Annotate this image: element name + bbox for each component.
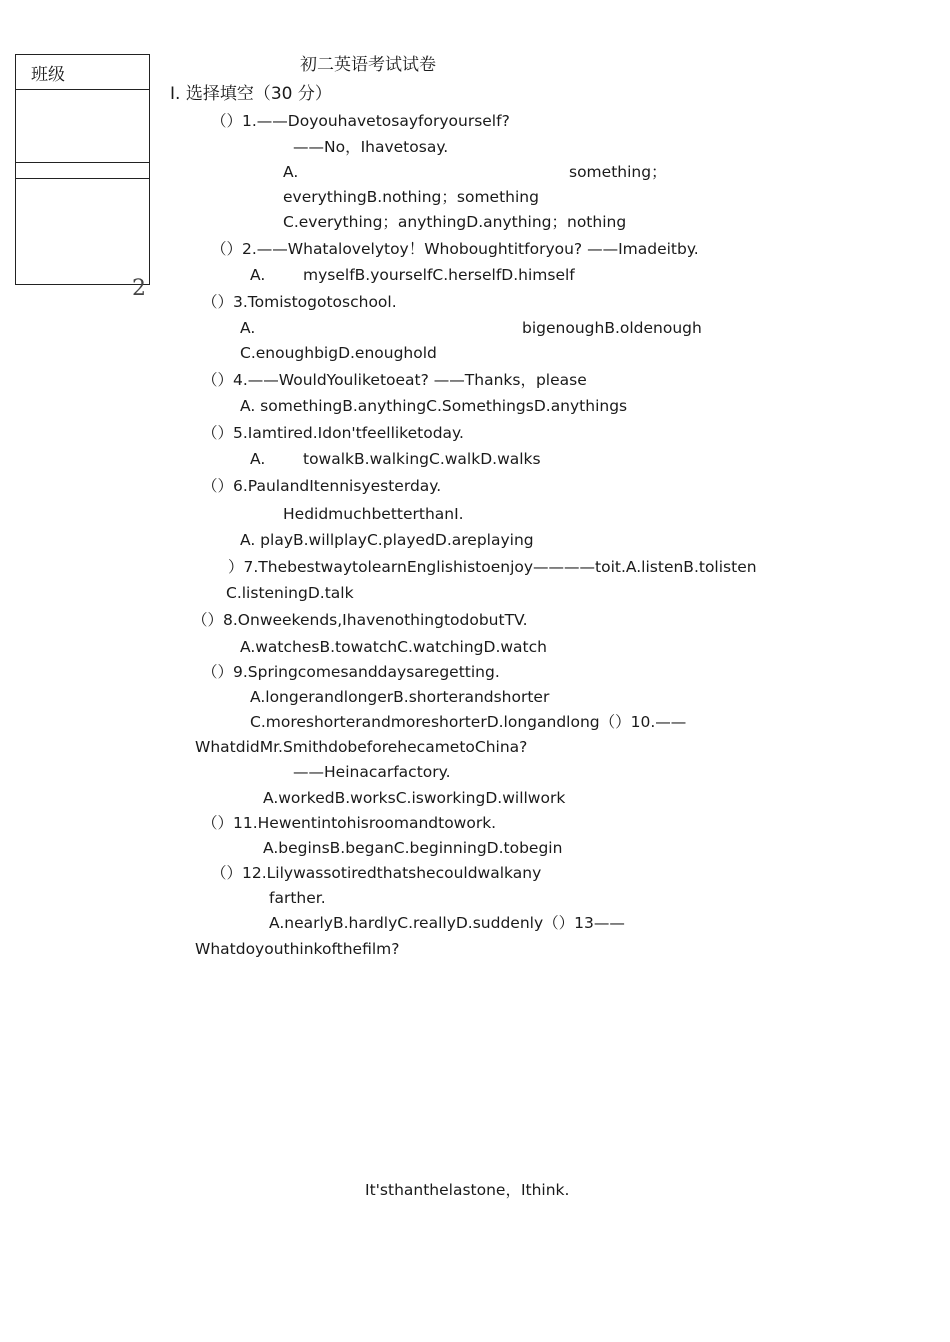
class-info-divider (15, 89, 150, 90)
question-line: WhatdidMr.SmithdobeforehecametoChina? (195, 738, 528, 756)
class-info-divider (15, 178, 150, 179)
option-line: A.nearlyB.hardlyC.reallyD.suddenly（）13—— (269, 914, 625, 932)
question-line: ——No，Ihavetosay. (293, 138, 449, 156)
option-line: A. (240, 319, 256, 337)
option-line: A.longerandlongerB.shorterandshorter (250, 688, 550, 706)
question-line: Whatdoyouthinkofthefilm? (195, 940, 400, 958)
page-number: 2 (132, 276, 146, 301)
option-line: A. playB.willplayC.playedD.areplaying (240, 531, 534, 549)
question-line: （）3.Tomistogotoschool. (202, 293, 397, 311)
question-line: （）9.Springcomesanddaysaregetting. (202, 663, 500, 681)
option-line: C.enoughbigD.enoughold (240, 344, 437, 362)
option-line: towalkB.walkingC.walkD.walks (303, 450, 541, 468)
question-line: （）4.——WouldYouliketoeat? ——Thanks，please (202, 371, 587, 389)
question-line: （）8.Onweekends,IhavenothingtodobutTV. (192, 611, 528, 629)
question-line: ——Heinacarfactory. (293, 763, 451, 781)
option-line: A.watchesB.towatchC.watchingD.watch (240, 638, 547, 656)
question-line: （）12.Lilywassotiredthatshecouldwalkany (211, 864, 542, 882)
option-line: A. somethingB.anythingC.SomethingsD.anythings (240, 397, 628, 415)
option-line: bigenoughB.oldenough (522, 319, 702, 337)
option-line: C.everything；anythingD.anything；nothing (283, 213, 627, 231)
option-line: A.beginsB.beganC.beginningD.tobegin (263, 839, 563, 857)
class-label: 班级 (31, 65, 65, 85)
question-line: It'sthanthelastone，Ithink. (365, 1181, 570, 1199)
question-line: ）7.ThebestwaytolearnEnglishistoenjoy————toit.A.listenB.tolisten (228, 558, 757, 576)
option-line: myselfB.yourselfC.herselfD.himself (303, 266, 575, 284)
option-line: A.workedB.worksC.isworkingD.willwork (263, 789, 566, 807)
question-line: （）1.——Doyouhavetosayforyourself? (211, 112, 510, 130)
question-line: farther. (269, 889, 326, 907)
option-line: C.listeningD.talk (226, 584, 354, 602)
page-title: 初二英语考试试卷 (300, 55, 436, 75)
option-line: A. (283, 163, 299, 181)
option-line: A. (250, 266, 266, 284)
question-line: （）11.Hewentintohisroomandtowork. (202, 814, 497, 832)
option-line: everythingB.nothing；something (283, 188, 539, 206)
question-line: （）6.PaulandItennisyesterday. (202, 477, 442, 495)
section-heading: I. 选择填空（30 分） (170, 84, 332, 104)
class-info-divider (15, 162, 150, 163)
option-line: C.moreshorterandmoreshorterD.longandlong（）10.—— (250, 713, 687, 731)
question-line: （）5.Iamtired.Idon'tfeelliketoday. (202, 424, 464, 442)
option-line: A. (250, 450, 266, 468)
option-line: something； (569, 163, 667, 181)
question-line: （）2.——Whatalovelytoy！Whoboughtitforyou? ——Imadeitby. (211, 240, 699, 258)
question-line: HedidmuchbetterthanI. (283, 505, 464, 523)
